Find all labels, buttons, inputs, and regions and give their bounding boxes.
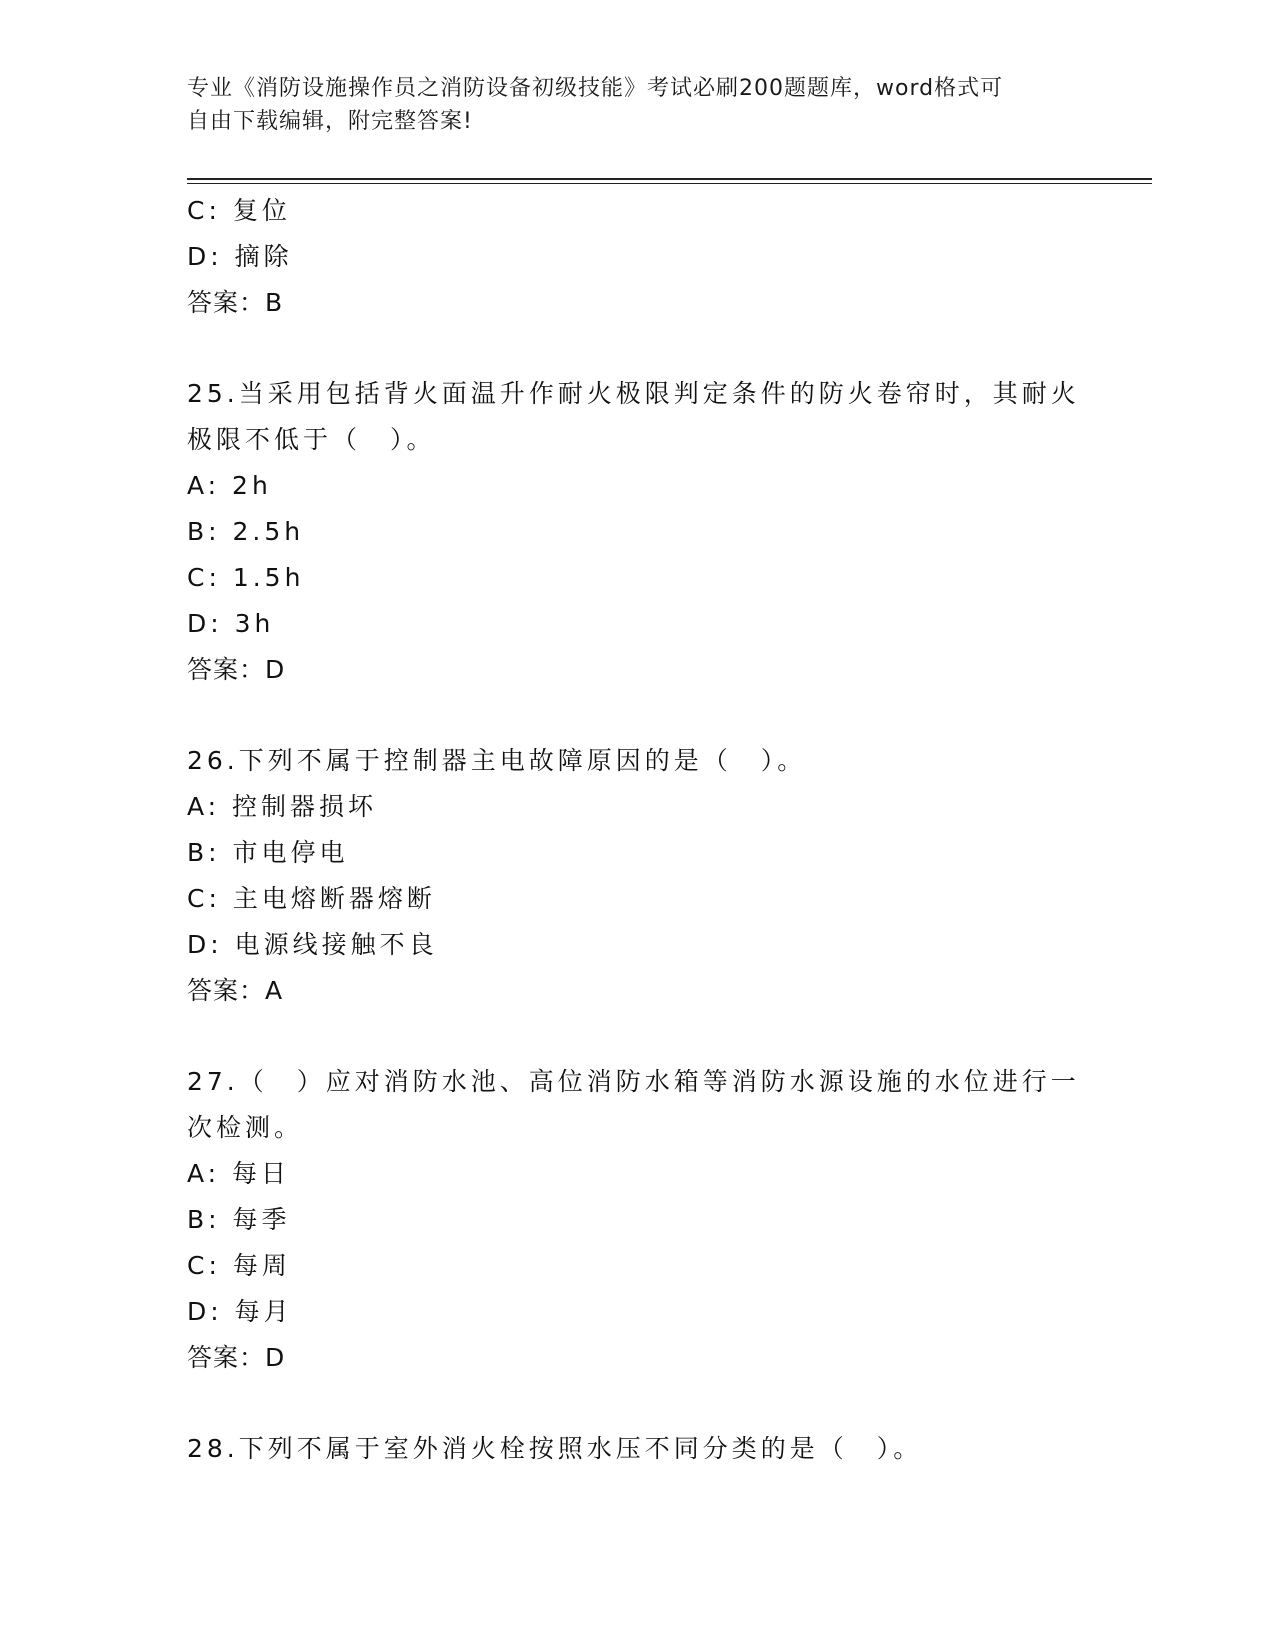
option-c: C: 主电熔断器熔断 [187,884,436,913]
answer-line: 答案：D [187,655,286,684]
answer-line: 答案：B [187,288,284,317]
option-a: A: 每日 [187,1159,291,1188]
question-text-line: 27.（ ）应对消防水池、高位消防水箱等消防水源设施的水位进行一 [187,1067,1080,1096]
header-divider-thin [187,183,1152,184]
option-d: D: 摘除 [187,242,293,271]
question-24-tail [187,188,1087,326]
question-28 [187,1426,1087,1472]
header-line-2: 自由下载编辑，附完整答案! [187,109,473,134]
question-text-line: 25.当采用包括背火面温升作耐火极限判定条件的防火卷帘时，其耐火 [187,379,1080,408]
option-b: B: 市电停电 [187,838,349,867]
option-c: C: 1.5h [187,563,305,592]
answer-line: 答案：D [187,1343,286,1372]
header-divider-thick [187,178,1152,180]
header-line-1: 专业《消防设施操作员之消防设备初级技能》考试必刷200题题库，word格式可 [187,76,1004,101]
question-content [187,188,1087,1472]
question-text-line: 26.下列不属于控制器主电故障原因的是（ ）。 [187,746,807,775]
question-25 [187,371,1087,693]
answer-line: 答案：A [187,976,284,1005]
option-d: D: 电源线接触不良 [187,930,438,959]
option-d: D: 3h [187,609,275,638]
option-a: A: 控制器损坏 [187,792,378,821]
document-header [187,72,1067,138]
question-27 [187,1059,1087,1381]
question-26 [187,738,1087,1014]
option-c: C: 复位 [187,196,291,225]
question-text-line: 极限不低于（ ）。 [187,425,436,454]
option-d: D: 每月 [187,1297,293,1326]
option-c: C: 每周 [187,1251,291,1280]
question-text-line: 28.下列不属于室外消火栓按照水压不同分类的是（ ）。 [187,1434,923,1463]
option-b: B: 每季 [187,1205,291,1234]
option-b: B: 2.5h [187,517,305,546]
option-a: A: 2h [187,471,272,500]
question-text-line: 次检测。 [187,1113,304,1142]
